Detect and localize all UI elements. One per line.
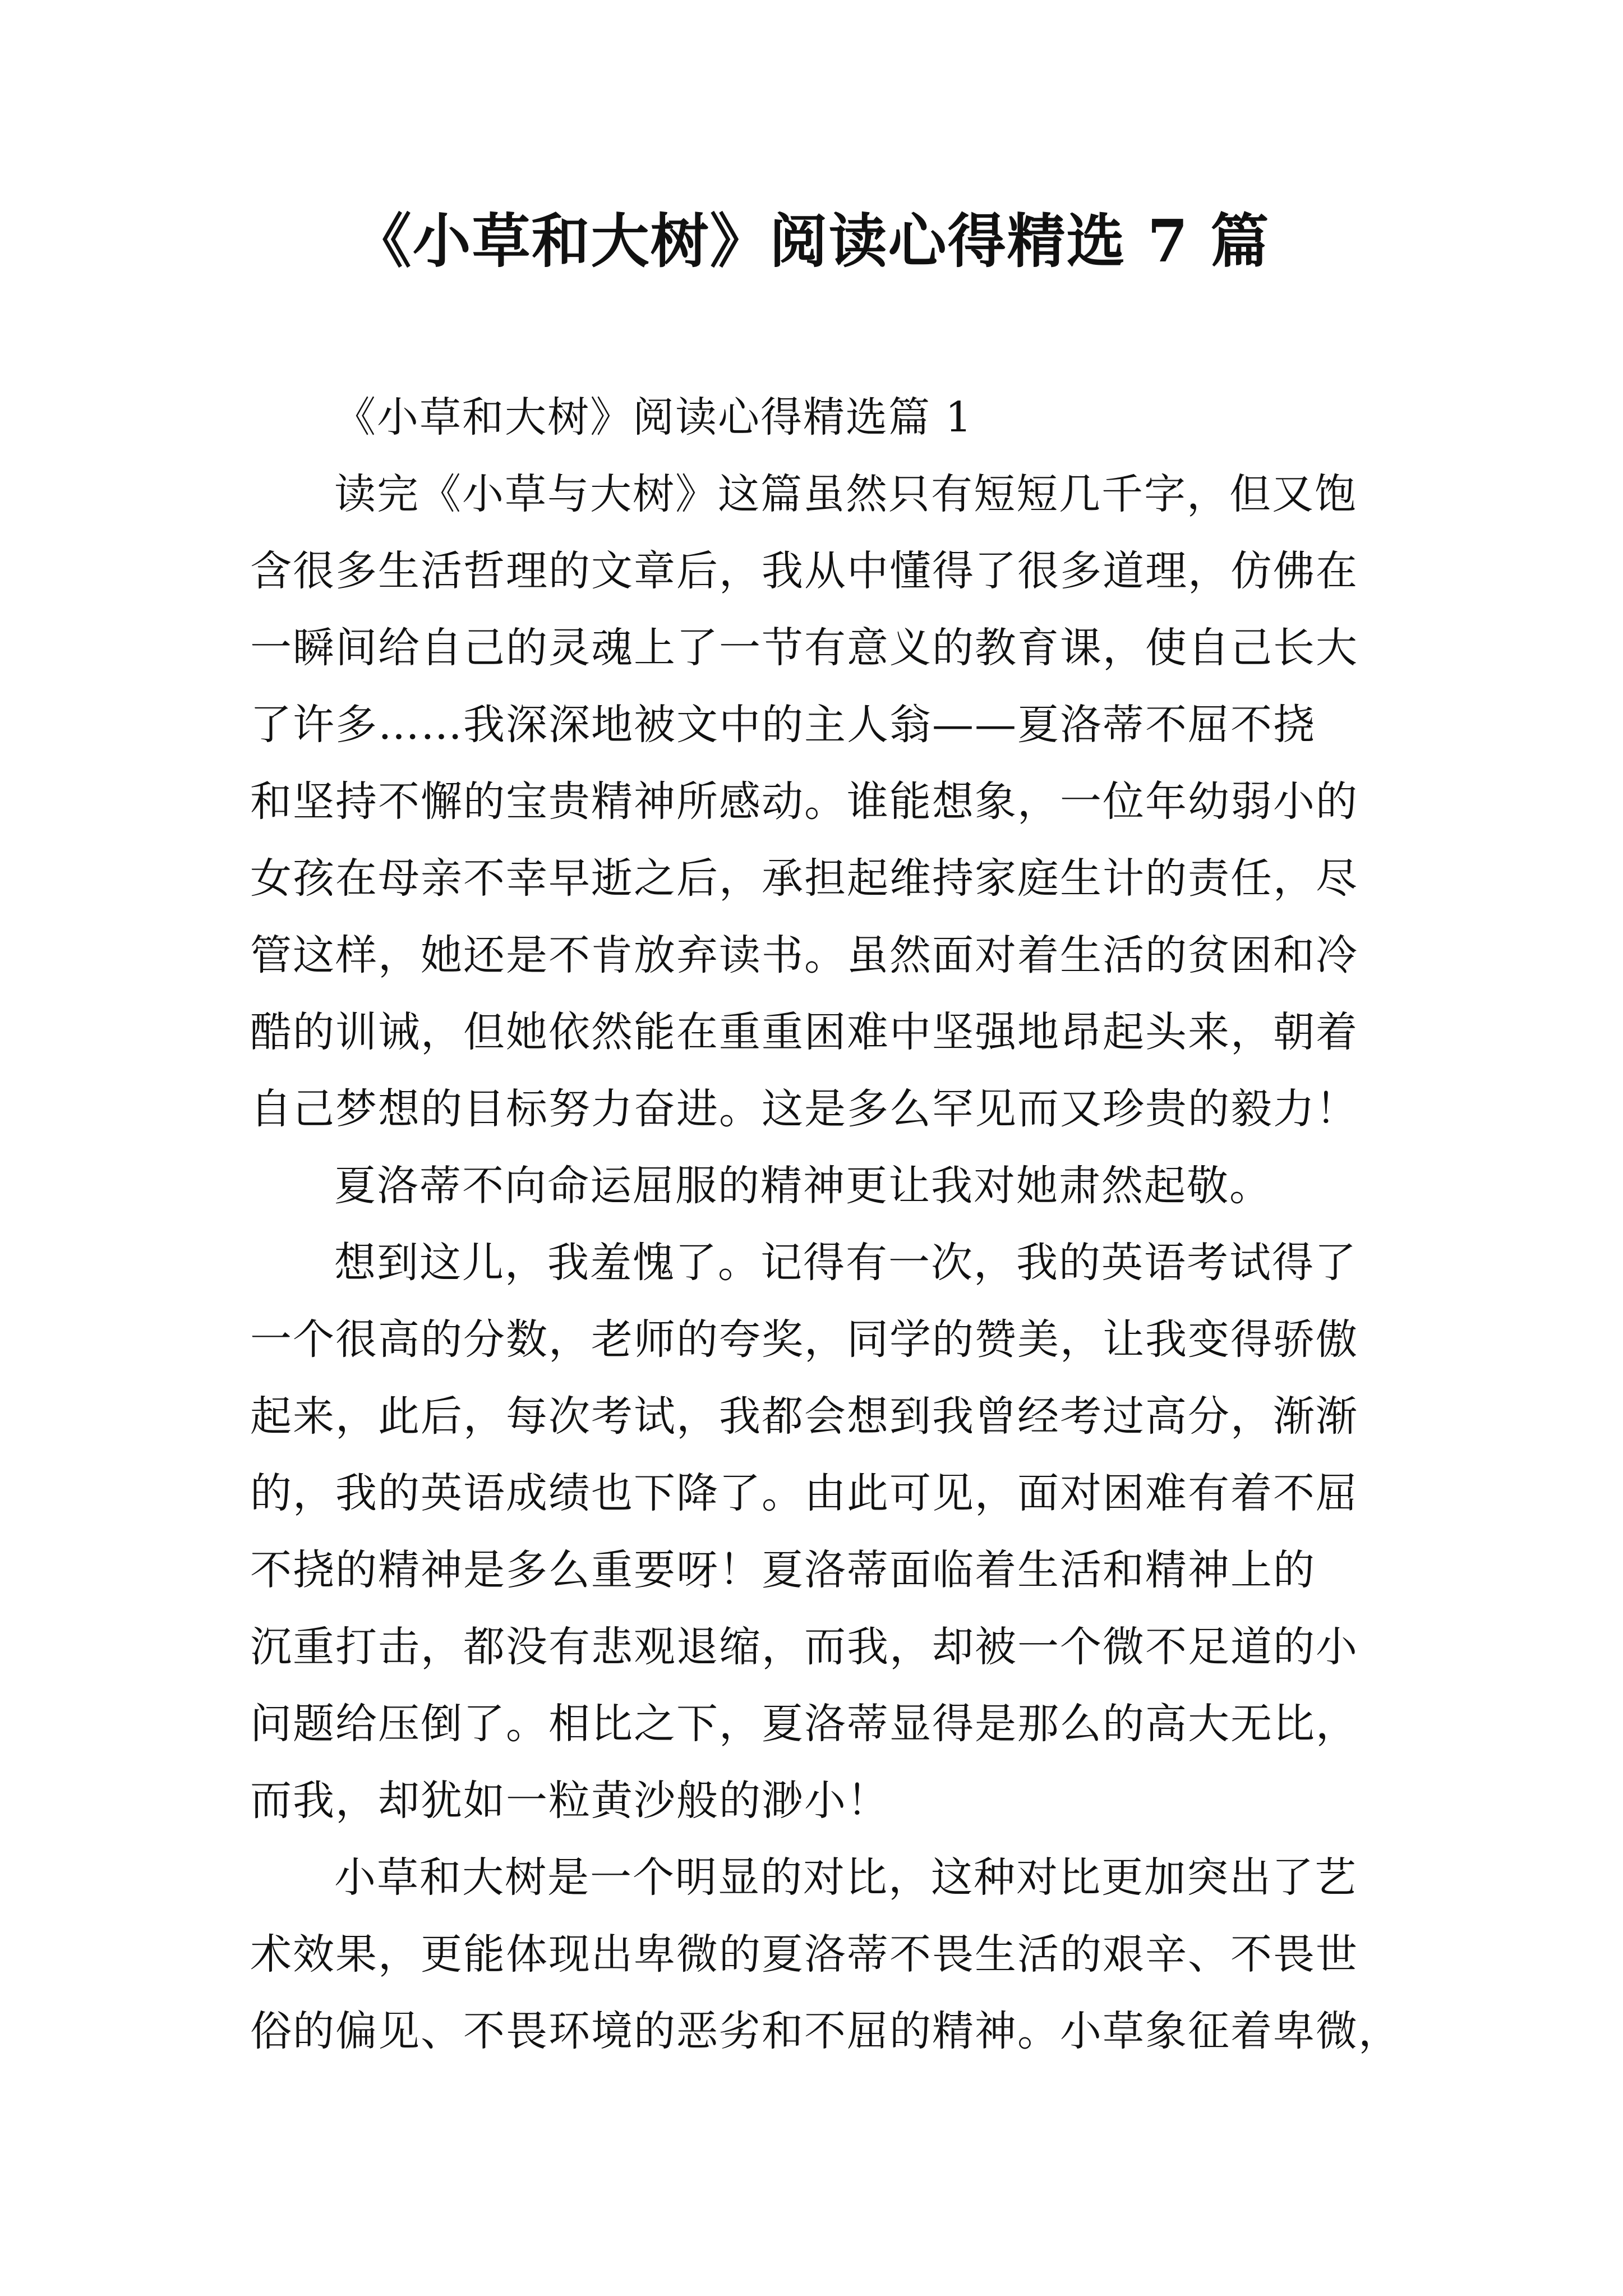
paragraph-line: 管这样，她还是不肯放弃读书。虽然面对着生活的贫困和冷: [250, 931, 1358, 979]
paragraph-line: 不挠的精神是多么重要呀！夏洛蒂面临着生活和精神上的: [250, 1546, 1316, 1594]
paragraph-line: 的，我的英语成绩也下降了。由此可见，面对困难有着不屈: [250, 1469, 1358, 1517]
paragraph-line: 想到这儿，我羞愧了。记得有一次，我的英语考试得了: [334, 1239, 1357, 1287]
paragraph-line: 起来，此后，每次考试，我都会想到我曾经考过高分，渐渐: [250, 1392, 1358, 1441]
paragraph-line: 问题给压倒了。相比之下，夏洛蒂显得是那么的高大无比，: [250, 1700, 1358, 1748]
paragraph-line: 酷的训诫，但她依然能在重重困难中坚强地昂起头来，朝着: [250, 1008, 1358, 1056]
paragraph-line: 和坚持不懈的宝贵精神所感动。谁能想象，一位年幼弱小的: [250, 777, 1358, 826]
paragraph-line: 读完《小草与大树》这篇虽然只有短短几千字，但又饱: [334, 470, 1357, 518]
section-heading: 《小草和大树》阅读心得精选篇 1: [334, 393, 973, 441]
paragraph-line: 小草和大树是一个明显的对比，这种对比更加突出了艺: [334, 1853, 1357, 1902]
paragraph-line: 术效果，更能体现出卑微的夏洛蒂不畏生活的艰辛、不畏世: [250, 1930, 1358, 1978]
paragraph-line: 女孩在母亲不幸早逝之后，承担起维持家庭生计的责任，尽: [250, 854, 1358, 903]
paragraph-line: 一个很高的分数，老师的夸奖，同学的赞美，让我变得骄傲: [250, 1315, 1358, 1364]
document-title: 《小草和大树》阅读心得精选 7 篇: [353, 206, 1270, 275]
paragraph-line: 夏洛蒂不向命运屈服的精神更让我对她肃然起敬。: [334, 1162, 1272, 1210]
paragraph-line: 了许多……我深深地被文中的主人翁——夏洛蒂不屈不挠: [250, 701, 1316, 749]
paragraph-line: 俗的偏见、不畏环境的恶劣和不屈的精神。小草象征着卑微，: [250, 2007, 1401, 2055]
paragraph-line: 自己梦想的目标努力奋进。这是多么罕见而又珍贵的毅力！: [250, 1085, 1358, 1133]
paragraph-line: 沉重打击，都没有悲观退缩，而我，却被一个微不足道的小: [250, 1623, 1358, 1671]
document-body: [250, 379, 1401, 2070]
paragraph-line: 含很多生活哲理的文章后，我从中懂得了很多道理，仿佛在: [250, 547, 1358, 595]
paragraph-line: 一瞬间给自己的灵魂上了一节有意义的教育课，使自己长大: [250, 624, 1358, 672]
paragraph-line: 而我，却犹如一粒黄沙般的渺小！: [250, 1777, 889, 1825]
